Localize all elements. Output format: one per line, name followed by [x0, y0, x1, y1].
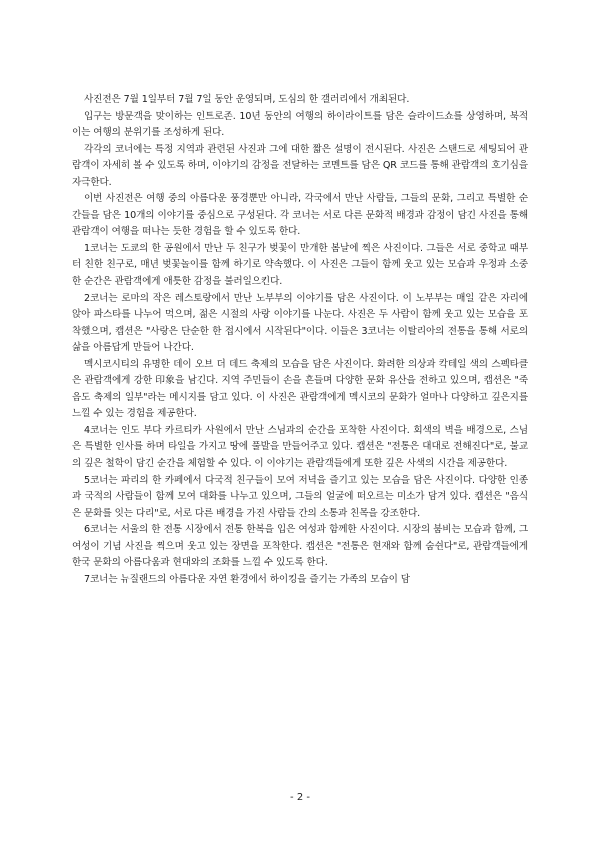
- paragraph-mexico-city: 멕시코시티의 유명한 데이 오브 더 데드 축제의 모습을 담은 사진이다. 화려한 의상과 칵테일 색의 스펙타클은 관람객에게 강한 印象을 남긴다. 지역 주민들이 손을 흔들며 다양한 문화 유산을 전하고 있으며, 캡션은 "죽음도 축제의 일부"라는 메시지를 담고 있다. 이 사진은 관람객에게 멕시코의 문화가 얼마나 다양하고 깊은지를 느낄 수 있는 경험을 제공한다.: [72, 358, 528, 420]
- paragraph-corner-1: 1코너는 도쿄의 한 공원에서 만난 두 친구가 벚꽃이 만개한 봄날에 찍은 사진이다. 그들은 서로 중학교 때부터 친한 친구로, 매년 벚꽃놀이를 함께 하기로 약속했다. 이 사진은 그들이 함께 웃고 있는 모습과 우정과 소중한 순간은 관람객에게 애틋한 감정을 불러일으킨다.: [72, 242, 528, 288]
- paragraph-intro-zone: 입구는 방문객을 맞이하는 인트로존. 10년 동안의 여행의 하이라이트를 담은 슬라이드쇼를 상영하며, 북적이는 여행의 분위기를 조성하게 된다.: [72, 110, 528, 139]
- paragraph-corner-7: 7코너는 뉴질랜드의 아름다운 자연 환경에서 하이킹을 즐기는 가족의 모습이 담: [84, 573, 410, 585]
- paragraph-corner-6: 6코너는 서울의 한 전통 시장에서 전통 한복을 입은 여성과 함께한 사진이다. 시장의 붐비는 모습과 함께, 그 여성이 기념 사진을 찍으며 웃고 있는 장면을 포착한다. 캡션은 "전통은 현재와 함께 숨쉰다"로, 관람객들에게 한국 문화의 아름다움과 현대와의 조화를 느낄 수 있도록 한다.: [72, 524, 528, 569]
- paragraph-corner-4: 4코너는 인도 부다 카르티카 사원에서 만난 스님과의 순간을 포착한 사진이다. 회색의 벽을 배경으로, 스님은 특별한 인사를 하며 타일을 가지고 땅에 풀발을 만들어주고 있다. 캡션은 "전통은 대대로 전해진다"로, 불교의 깊은 철학이 담긴 순간을 체험할 수 있다. 이 이야기는 관람객들에게 또한 깊은 사색의 시간을 제공한다.: [72, 424, 528, 470]
- paragraph-exhibition-dates: 사진전은 7월 1일부터 7월 7일 동안 운영되며, 도심의 한 갤러리에서 개최된다.: [84, 94, 410, 105]
- paragraph-corner-5: 5코너는 파리의 한 카페에서 다국적 친구들이 모여 저녁을 즐기고 있는 모습을 담은 사진이다. 다양한 인종과 국적의 사람들이 함께 모여 대화를 나누고 있으며, 그들의 얼굴에 떠오르는 미소가 담겨 있다. 캡션은 "음식은 문화를 잇는 다리"로, 서로 다른 배경을 가진 사람들 간의 소통과 친목을 강조한다.: [72, 474, 528, 519]
- paragraph-corner-2: 2코너는 로마의 작은 레스토랑에서 만난 노부부의 이야기를 담은 사진이다. 이 노부부는 매일 같은 자리에 앉아 파스타를 나누어 먹으며, 젊은 시절의 사랑 이야기를 나눈다. 사진은 두 사람이 함께 웃고 있는 모습을 포착했으며, 캡션은 "사랑은 단순한 한 접시에서 시작된다"이다. 이들은 3코너는 이탈리아의 전통을 통해 서로의 삶을 아름답게 만들어 나간다.: [72, 292, 528, 354]
- paragraph-corner-display: 각각의 코너에는 특정 지역과 관련된 사진과 그에 대한 짧은 설명이 전시된다. 사진은 스탠드로 세팅되어 관람객이 자세히 볼 수 있도록 하며, 이야기의 감정을 전달하는 코멘트를 담은 QR 코드를 통해 관람객의 호기심을 자극한다.: [72, 143, 528, 188]
- paragraph-exhibition-overview: 이번 사진전은 여행 중의 아름다운 풍경뿐만 아니라, 각국에서 만난 사람들, 그들의 문화, 그리고 특별한 순간들을 담은 10개의 이야기를 중심으로 구성된다. 각 코너는 서로 다른 문화적 배경과 감정이 담긴 사진을 통해 관람객이 여행을 떠나는 듯한 경험을 할 수 있도록 한다.: [72, 193, 528, 238]
- page-number: - 2 -: [290, 792, 310, 803]
- body-text: [72, 92, 528, 588]
